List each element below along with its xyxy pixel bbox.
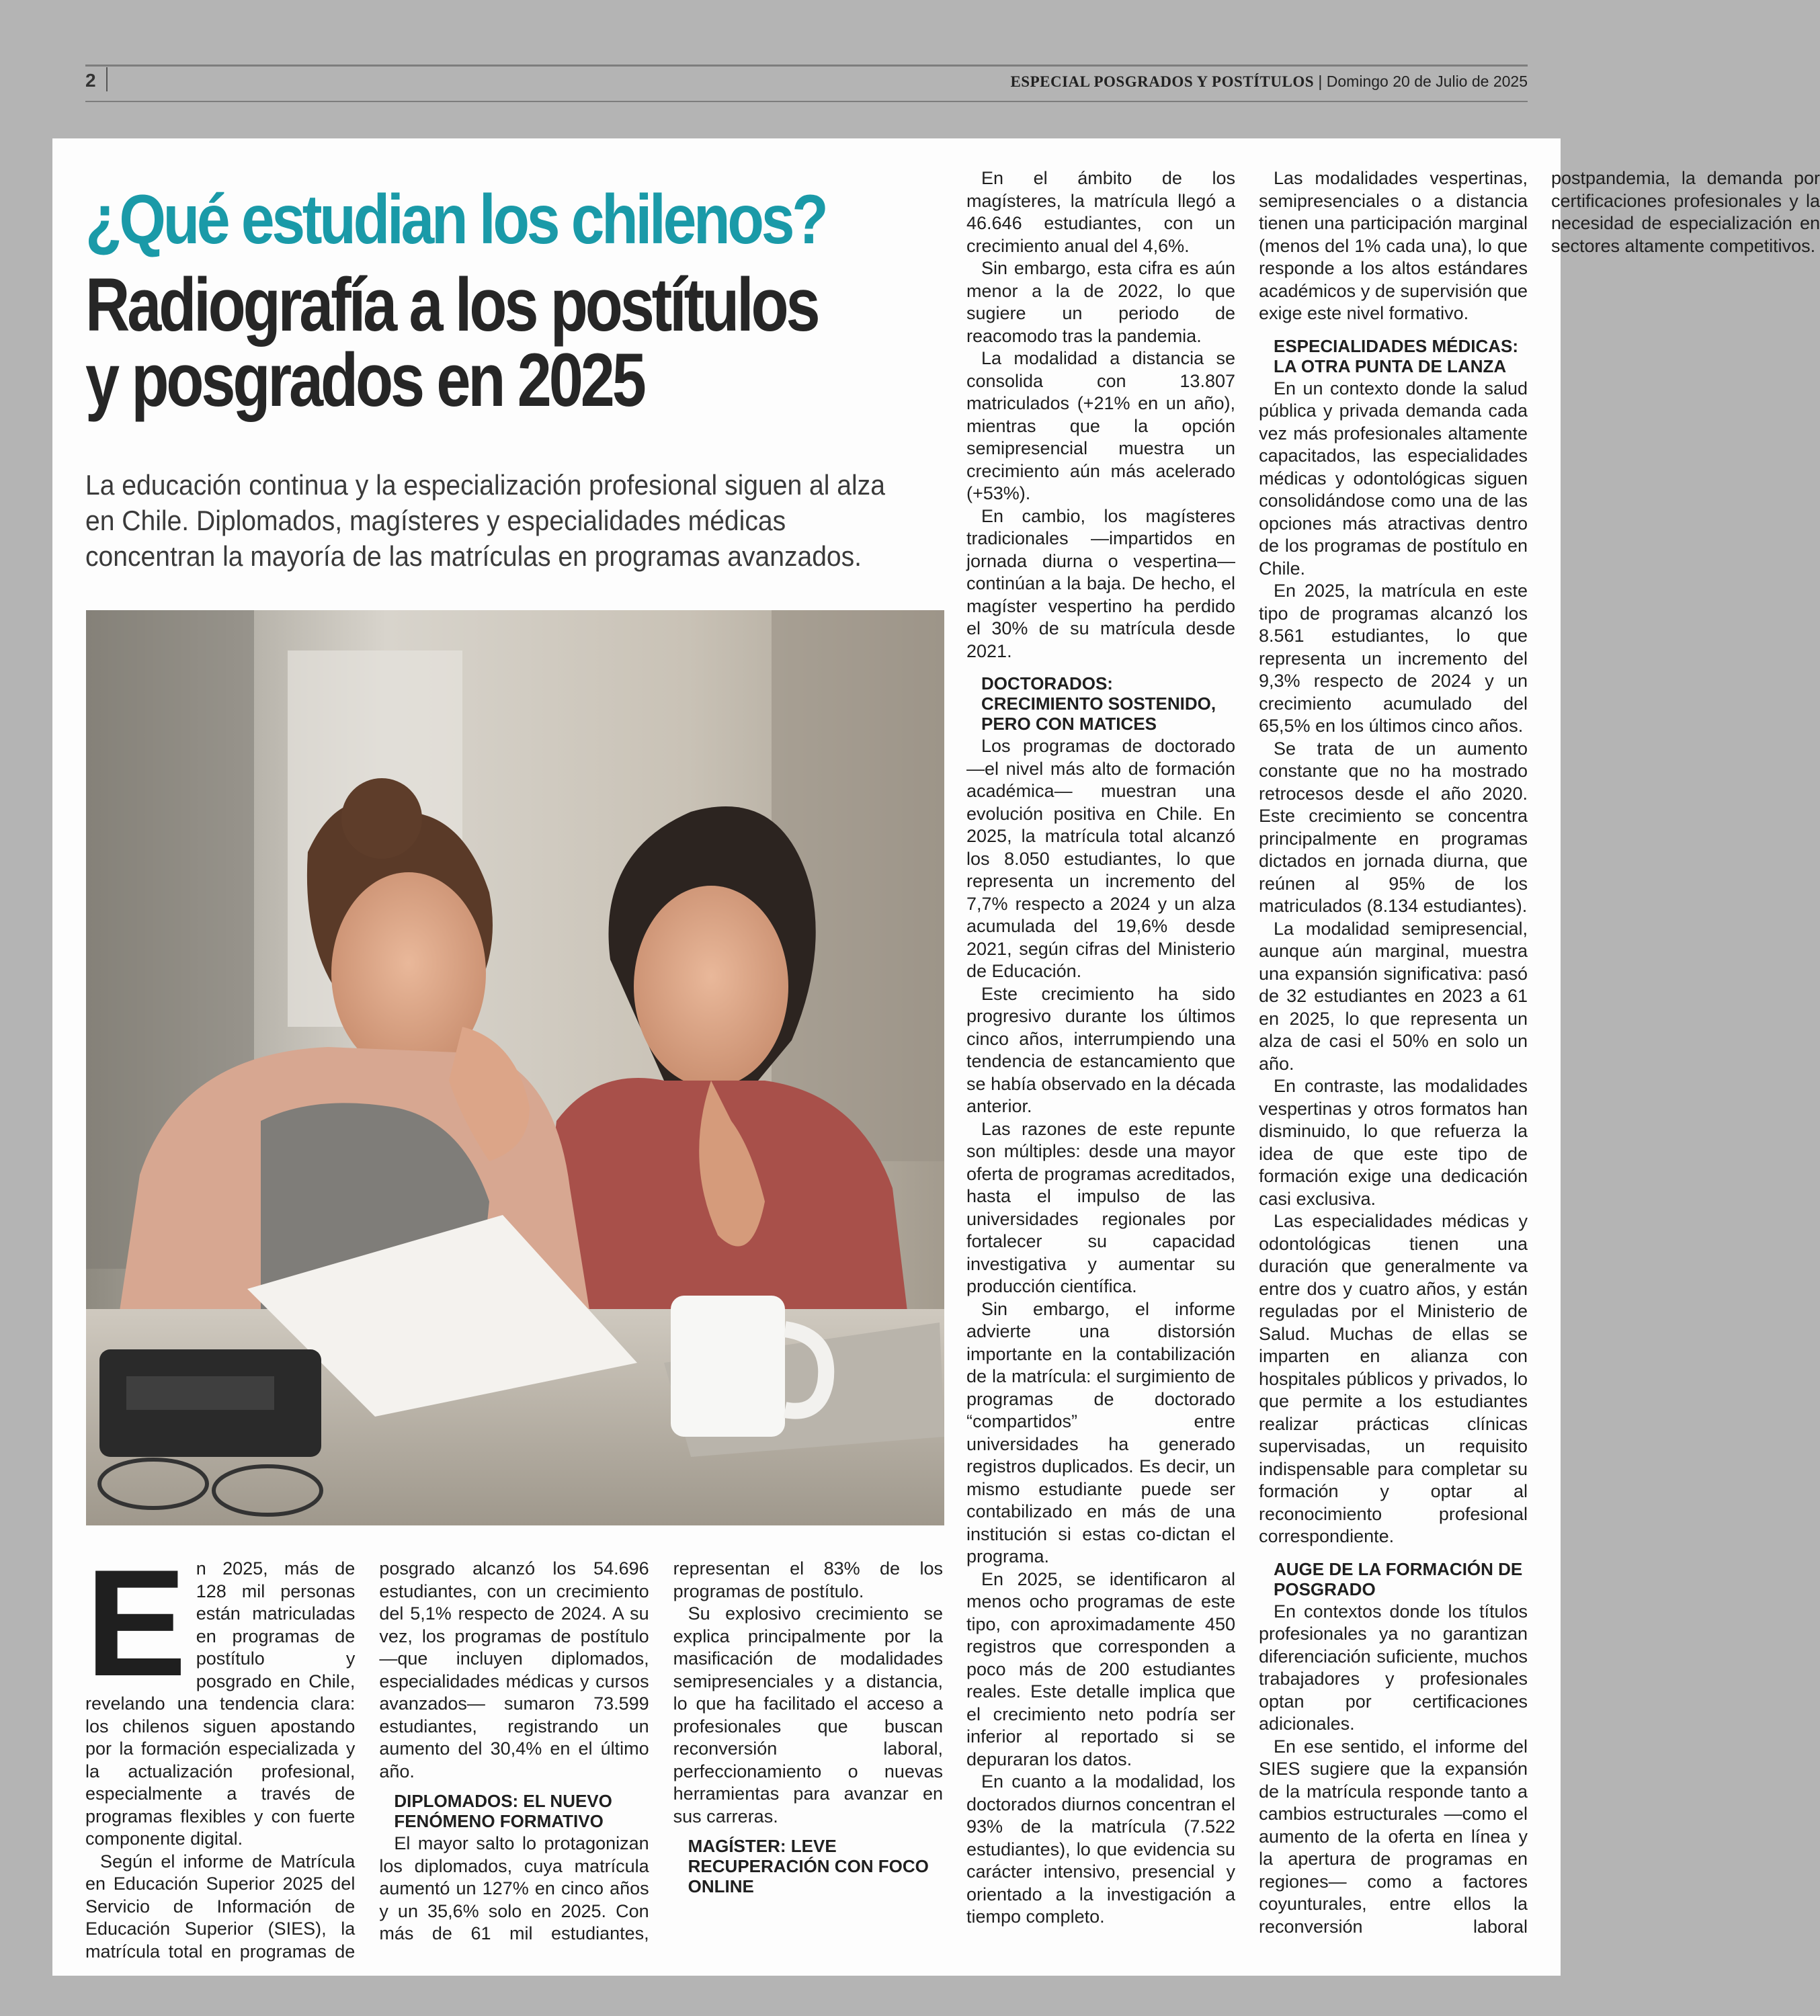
article-headline [85, 263, 818, 422]
page-number-separator [106, 67, 108, 91]
medicas-p3: Se trata de un aumento constante que no ha mostrado retrocesos desde el año 2020. Este crecimiento se concentra principalmente en programas dictados en jornada diurna, que reúnen al 95% de los matriculados (8.134 estudiantes). [1259, 738, 1528, 916]
page-number: 2 [85, 70, 96, 91]
dropcap-letter: E [85, 1538, 187, 1708]
diplomados-p2: Su explosivo crecimiento se explica principalmente por la masificación de modalidades semipresenciales y a distancia, lo que ha facilitado el acceso a profesionales que buscan reconversión laboral, perfeccionamiento o nuevas herramientas para avanzar en sus carreras. [673, 1603, 943, 1826]
magister-p4: En cambio, los magísteres tradicionales —impartidos en jornada diurna o vespertina— continúan a la baja. De hecho, el magíster vespertino ha perdido el 30% de su matrícula desde 2021. [966, 505, 1235, 661]
issue-date: Domingo 20 de Julio de 2025 [1326, 73, 1528, 90]
intro-p1-text: n 2025, más de 128 mil personas están matriculadas en programas de postítulo y posgrado en Chile, revelando una tendencia clara: los chilenos siguen apostando por la formación especializada y la actualización profesional, especialmente a través de programas flexibles y con fuerte componente digital. [85, 1558, 356, 1849]
medicas-p6: Las especialidades médicas y odontológicas tienen una duración que generalmente va entre dos y cuatro años, y están reguladas por el Ministerio de Salud. Muchas de ellas se imparten en alianza con hospitales públicos y privados, lo que permite a los estudiantes realizar prácticas clínicas supervisadas, un requisito indispensable para completar su formación y optar al reconocimiento profesional correspondiente. [1259, 1211, 1528, 1546]
article-kicker: ¿Qué estudian los chilenos? [85, 181, 826, 259]
medicas-heading: ESPECIALIDADES MÉDICAS: LA OTRA PUNTA DE LANZA [1274, 335, 1519, 376]
intro-paragraph-1-flow [85, 1538, 356, 1851]
magister-p1: En el ámbito de los magísteres, la matrícula llegó a 46.646 estudiantes, con un crecimiento anual del 4,6%. [966, 168, 1235, 256]
doctorados-p6: En cuanto a la modalidad, los doctorados diurnos concentran el 93% de la matrícula (7.522 estudiantes), lo que evidencia su carácter intensivo, presencial y orientado a la investigación a tiempo completo. [966, 1771, 1235, 1927]
doctorados-heading: DOCTORADOS: CRECIMIENTO SOSTENIDO, PERO CON MATICES [981, 673, 1216, 734]
magister-p2: Sin embargo, esta cifra es aún menor a la de 2022, lo que sugiere un periodo de reacomodo tras la pandemia. [966, 258, 1235, 346]
photo-of-two-students-reviewing-papers [86, 610, 944, 1525]
doctorados-p5: En 2025, se identificaron al menos ocho programas de este tipo, con aproximadamente 450 registros que corresponden a poco más de 200 estudiantes reales. Este detalle implica que el crecimiento neto podría ser inferior al reportado si se depuraran los datos. [966, 1568, 1235, 1769]
diplomados-heading: DIPLOMADOS: EL NUEVO FENÓMENO FORMATIVO [394, 1791, 612, 1831]
magister-p3: La modalidad a distancia se consolida con 13.807 matriculados (+21% en un año), mientras que la opción semipresencial muestra un crecimiento aún más acelerado (+53%). [966, 348, 1235, 503]
diplomados-p1: El mayor salto lo protagonizan los diplomados, cuya matrícula aumentó un 127% en cinco años y un 35,6% solo en 2025. Con más de 61 mil estudiantes, representan el 83% de los programas de postítulo. [379, 1558, 943, 1943]
medicas-p4: La modalidad semipresencial, aunque aún marginal, muestra una expansión significativa: pasó de 32 estudiantes en 2023 a 61 en 2025, lo que representa un alza de casi el 50% en solo un año. [1259, 918, 1528, 1074]
header-top-rule [85, 65, 1528, 67]
intro-p2-text: Según el informe de Matrícula en Educación Superior 2025 del Servicio de Información de Educación Superior (SIES), la matrícula total en programas de posgrado alcanzó los 54.696 estudiantes, con un crecimiento del 5,1% respecto de 2024. A su vez, los programas de postítulo —que incluyen diplomados, especialidades médicas y cursos avanzados— sumaron 73.599 estudiantes, registrando un aumento del 30,4% en el último año. [85, 1558, 649, 1962]
article-deck: La educación continua y la especialización profesional siguen al alza en Chile. Diplomados, magísteres y especialidades médicas concentran la mayoría de las matrículas en programas avanzados. [85, 469, 885, 572]
auge-p2: En ese sentido, el informe del SIES sugiere que la expansión de la matrícula responde tanto a cambios estructurales —como el aumento de la oferta en línea y la apertura de programas en regiones— como a factores coyunturales, entre ellos la reconversión laboral postpandemia, la demanda por certificaciones profesionales y la necesidad de especialización en sectores altamente competitivos. [1259, 168, 1820, 1937]
doctorados-p4: Sin embargo, el informe advierte una distorsión importante en la contabilización de la matrícula: el surgimiento de programas de doctorado “compartidos” entre universidades ha generado registros duplicados. Es decir, un mismo estudiante puede ser contabilizado en más de una institución si estas co-dictan el programa. [966, 1298, 1235, 1566]
magister-heading: MAGÍSTER: LEVE RECUPERACIÓN CON FOCO ONLINE [688, 1836, 929, 1896]
headline-line-1: Radiografía a los postítulos [85, 263, 818, 347]
auge-p1: En contextos donde los títulos profesionales ya no garantizan diferenciación suficiente, muchos trabajadores y profesionales optan por certificaciones adicionales. [1259, 1601, 1528, 1734]
header-bottom-rule [85, 101, 1528, 102]
doctorados-p7: Las modalidades vespertinas, semipresenciales o a distancia tienen una participación marginal (menos del 1% cada una), lo que responde a los altos estándares académicos y de supervisión que exige este nivel formativo. [1259, 168, 1528, 323]
headline-line-2: y posgrados en 2025 [85, 338, 644, 422]
section-separator: | [1318, 73, 1327, 90]
article-body-flow-right [966, 167, 1820, 1958]
article-body-flow [85, 1538, 943, 1978]
doctorados-p1: Los programas de doctorado —el nivel más alto de formación académica— muestran una evolución positiva en Chile. En 2025, la matrícula total alcanzó los 8.050 estudiantes, lo que representa un incremento del 7,7% respecto a 2024 y un alza acumulada del 19,6% desde 2021, según cifras del Ministerio de Educación. [966, 736, 1235, 981]
doctorados-p2: Este crecimiento ha sido progresivo durante los últimos cinco años, interrumpiendo una tendencia de estancamiento que se había observado en la década anterior. [966, 983, 1235, 1116]
section-name: ESPECIAL POSGRADOS Y POSTÍTULOS [1010, 73, 1315, 90]
doctorados-p3: Las razones de este repunte son múltiples: desde una mayor oferta de programas acreditados, hasta el impulso de las universidades regionales por fortalecer su capacidad investigativa y aumentar su producción científica. [966, 1118, 1235, 1296]
medicas-p1: En un contexto donde la salud pública y privada demanda cada vez más profesionales altamente capacitados, las especialidades médicas y odontológicas siguen consolidándose como una de las opciones más atractivas dentro de los programas de postítulo en Chile. [1259, 378, 1528, 579]
section-header [1010, 73, 1528, 91]
medicas-p5: En contraste, las modalidades vespertinas y otros formatos han disminuido, lo que refuerza la idea de que este tipo de formación exige una dedicación casi exclusiva. [1259, 1076, 1528, 1209]
medicas-p2: En 2025, la matrícula en este tipo de programas alcanzó los 8.561 estudiantes, lo que representa un incremento del 9,3% respecto de 2024 y un crecimiento acumulado del 65,5% en los últimos cinco años. [1259, 581, 1528, 736]
article-photo [86, 610, 944, 1525]
auge-heading: AUGE DE LA FORMACIÓN DE POSGRADO [1274, 1558, 1523, 1599]
